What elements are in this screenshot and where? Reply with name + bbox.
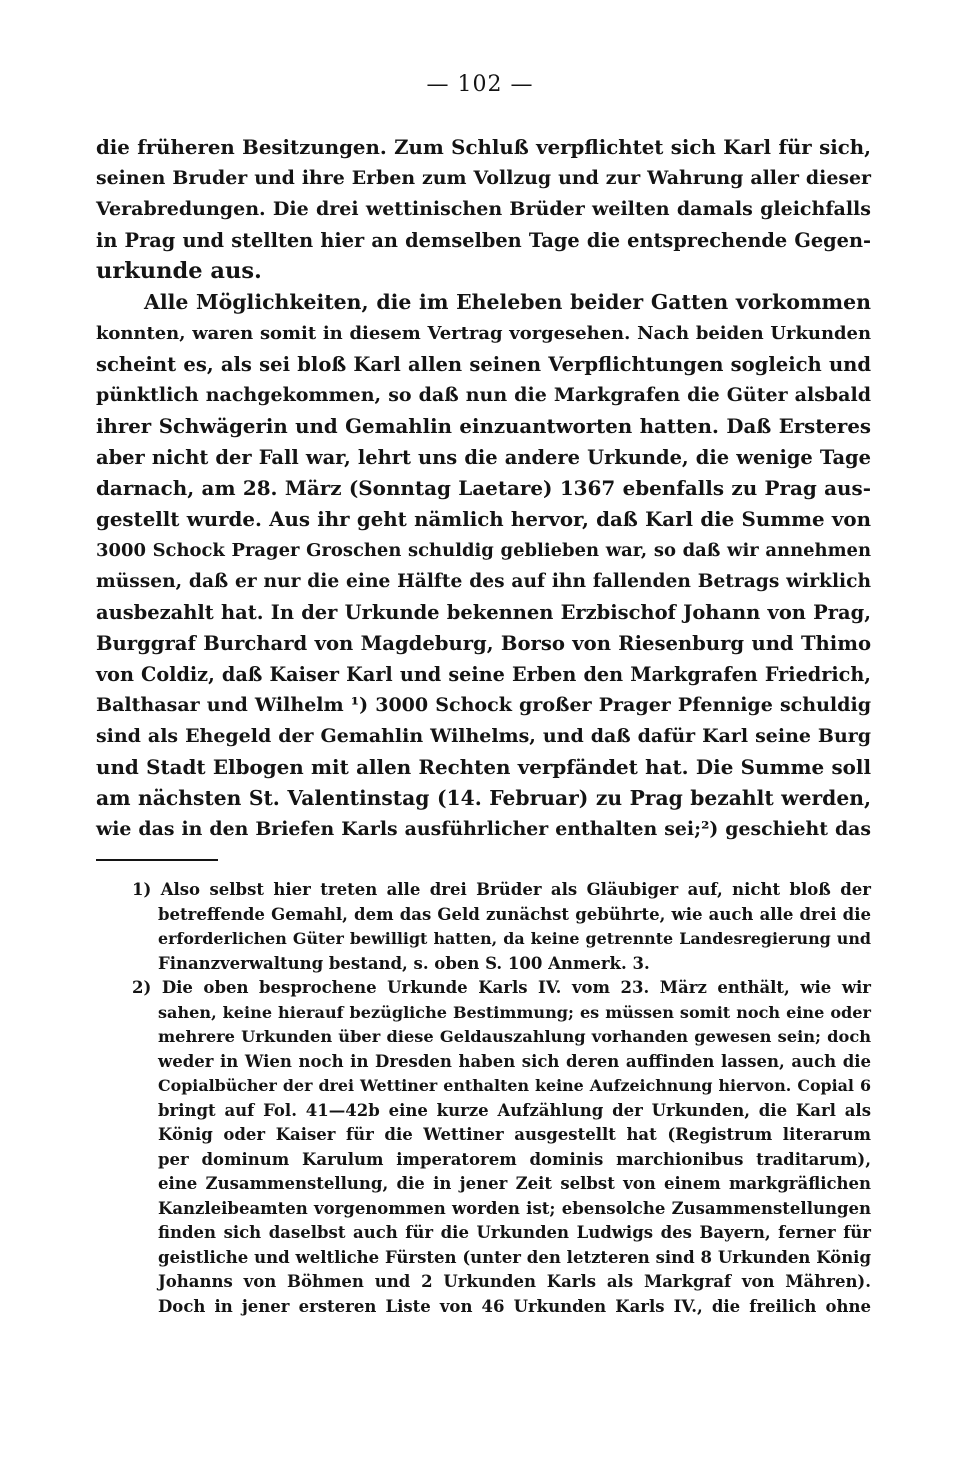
body-line: in Prag und stellten hier an demselben Tage die entsprechende Gegen- (96, 229, 871, 252)
body-line: Balthasar und Wilhelm ¹) 3000 Schock großer Prager Pfennige schuldig (96, 694, 871, 716)
body-line: von Coldiz, daß Kaiser Karl und seine Erben den Markgrafen Friedrich, (96, 663, 871, 686)
body-line: 3000 Schock Prager Groschen schuldig geblieben war, so daß wir annehmen (96, 540, 871, 561)
body-line: müssen, daß er nur die eine Hälfte des auf ihn fallenden Betrags wirklich (96, 571, 871, 592)
body-line: ausbezahlt hat. In der Urkunde bekennen Erzbischof Johann von Prag, (96, 601, 871, 624)
body-line: aber nicht der Fall war, lehrt uns die andere Urkunde, die wenige Tage (96, 446, 871, 469)
footnote-line: 1) Also selbst hier treten alle drei Brüder als Gläubiger auf, nicht bloß der (132, 880, 871, 899)
footnote-line: betreffende Gemahl, dem das Geld zunächst gebührte, wie auch alle drei die (158, 904, 871, 924)
body-line: ihrer Schwägerin und Gemahlin einzuantworten hatten. Daß Ersteres (96, 414, 871, 438)
body-line: und Stadt Elbogen mit allen Rechten verpfändet hat. Die Summe soll (96, 755, 871, 779)
footnote-line: weder in Wien noch in Dresden haben sich deren auffinden lassen, auch die (158, 1051, 871, 1071)
body-line: darnach, am 28. März (Sonntag Laetare) 1367 ebenfalls zu Prag aus- (96, 476, 871, 500)
body-line: pünktlich nachgekommen, so daß nun die Markgrafen die Güter alsbald (96, 384, 871, 406)
body-line: sind als Ehegeld der Gemahlin Wilhelms, und daß dafür Karl seine Burg (96, 725, 871, 747)
body-line: urkunde aus. (96, 258, 262, 284)
footnote-line: eine Zusammenstellung, die in jener Zeit selbst von einem markgräflichen (158, 1174, 871, 1193)
body-line: gestellt wurde. Aus ihr geht nämlich hervor, daß Karl die Summe von (96, 507, 871, 531)
body-line: seinen Bruder und ihre Erben zum Vollzug und zur Wahrung aller dieser (96, 167, 871, 189)
footnote-line: Doch in jener ersteren Liste von 46 Urkunden Karls IV., die freilich ohne (158, 1296, 871, 1316)
footnote-line: erforderlichen Güter bewilligt hatten, da keine getrennte Landesregierung und (158, 929, 871, 948)
footnote-line: Kanzleibeamten vorgenommen worden ist; ebensolche Zusammenstellungen (158, 1198, 871, 1218)
footnote-line: geistliche und weltliche Fürsten (unter den letzteren sind 8 Urkunden König (158, 1247, 871, 1267)
footnote-line: 2) Die oben besprochene Urkunde Karls IV. vom 23. März enthält, wie wir (132, 978, 871, 997)
body-line: die früheren Besitzungen. Zum Schluß verpflichtet sich Karl für sich, (96, 135, 871, 159)
footnote-line: mehrere Urkunden über diese Geldauszahlung vorhanden gewesen sein; doch (158, 1027, 871, 1046)
footnote-line: finden sich daselbst auch für die Urkunden Ludwigs des Bayern, ferner für (158, 1223, 871, 1242)
body-line: Verabredungen. Die drei wettinischen Brüder weilten damals gleichfalls (96, 198, 871, 220)
body-line: scheint es, als sei bloß Karl allen seinen Verpflichtungen sogleich und (96, 353, 871, 376)
body-line: Alle Möglichkeiten, die im Eheleben beider Gatten vorkommen (144, 290, 871, 314)
footnote-divider (96, 859, 218, 861)
footnote-line: Copialbücher der drei Wettiner enthalten keine Aufzeichnung hiervon. Copial 6 (158, 1076, 871, 1095)
page-number: — 102 — (426, 72, 534, 97)
footnote-line: sahen, keine hierauf bezügliche Bestimmung; es müssen somit noch eine oder (158, 1002, 871, 1022)
body-line: wie das in den Briefen Karls ausführlicher enthalten sei;²) geschieht das (96, 818, 871, 840)
footnote-line: Johanns von Böhmen und 2 Urkunden Karls als Markgraf von Mähren). (158, 1272, 871, 1291)
footnote-line: bringt auf Fol. 41—42b eine kurze Aufzählung der Urkunden, die Karl als (158, 1100, 871, 1120)
body-text (96, 132, 871, 845)
footnote-line: per dominum Karulum imperatorem dominis marchionibus traditarum), (158, 1149, 871, 1169)
body-line: Burggraf Burchard von Magdeburg, Borso von Riesenburg und Thimo (96, 632, 871, 655)
footnote-line: Finanzverwaltung bestand, s. oben S. 100 Anmerk. 3. (158, 953, 650, 973)
body-line: konnten, waren somit in diesem Vertrag vorgesehen. Nach beiden Urkunden (96, 323, 871, 344)
footnote-line: König oder Kaiser für die Wettiner ausgestellt hat (Registrum literarum (158, 1125, 871, 1144)
footnotes (96, 878, 871, 1319)
body-line: am nächsten St. Valentinstag (14. Februar) zu Prag bezahlt werden, (96, 786, 871, 810)
